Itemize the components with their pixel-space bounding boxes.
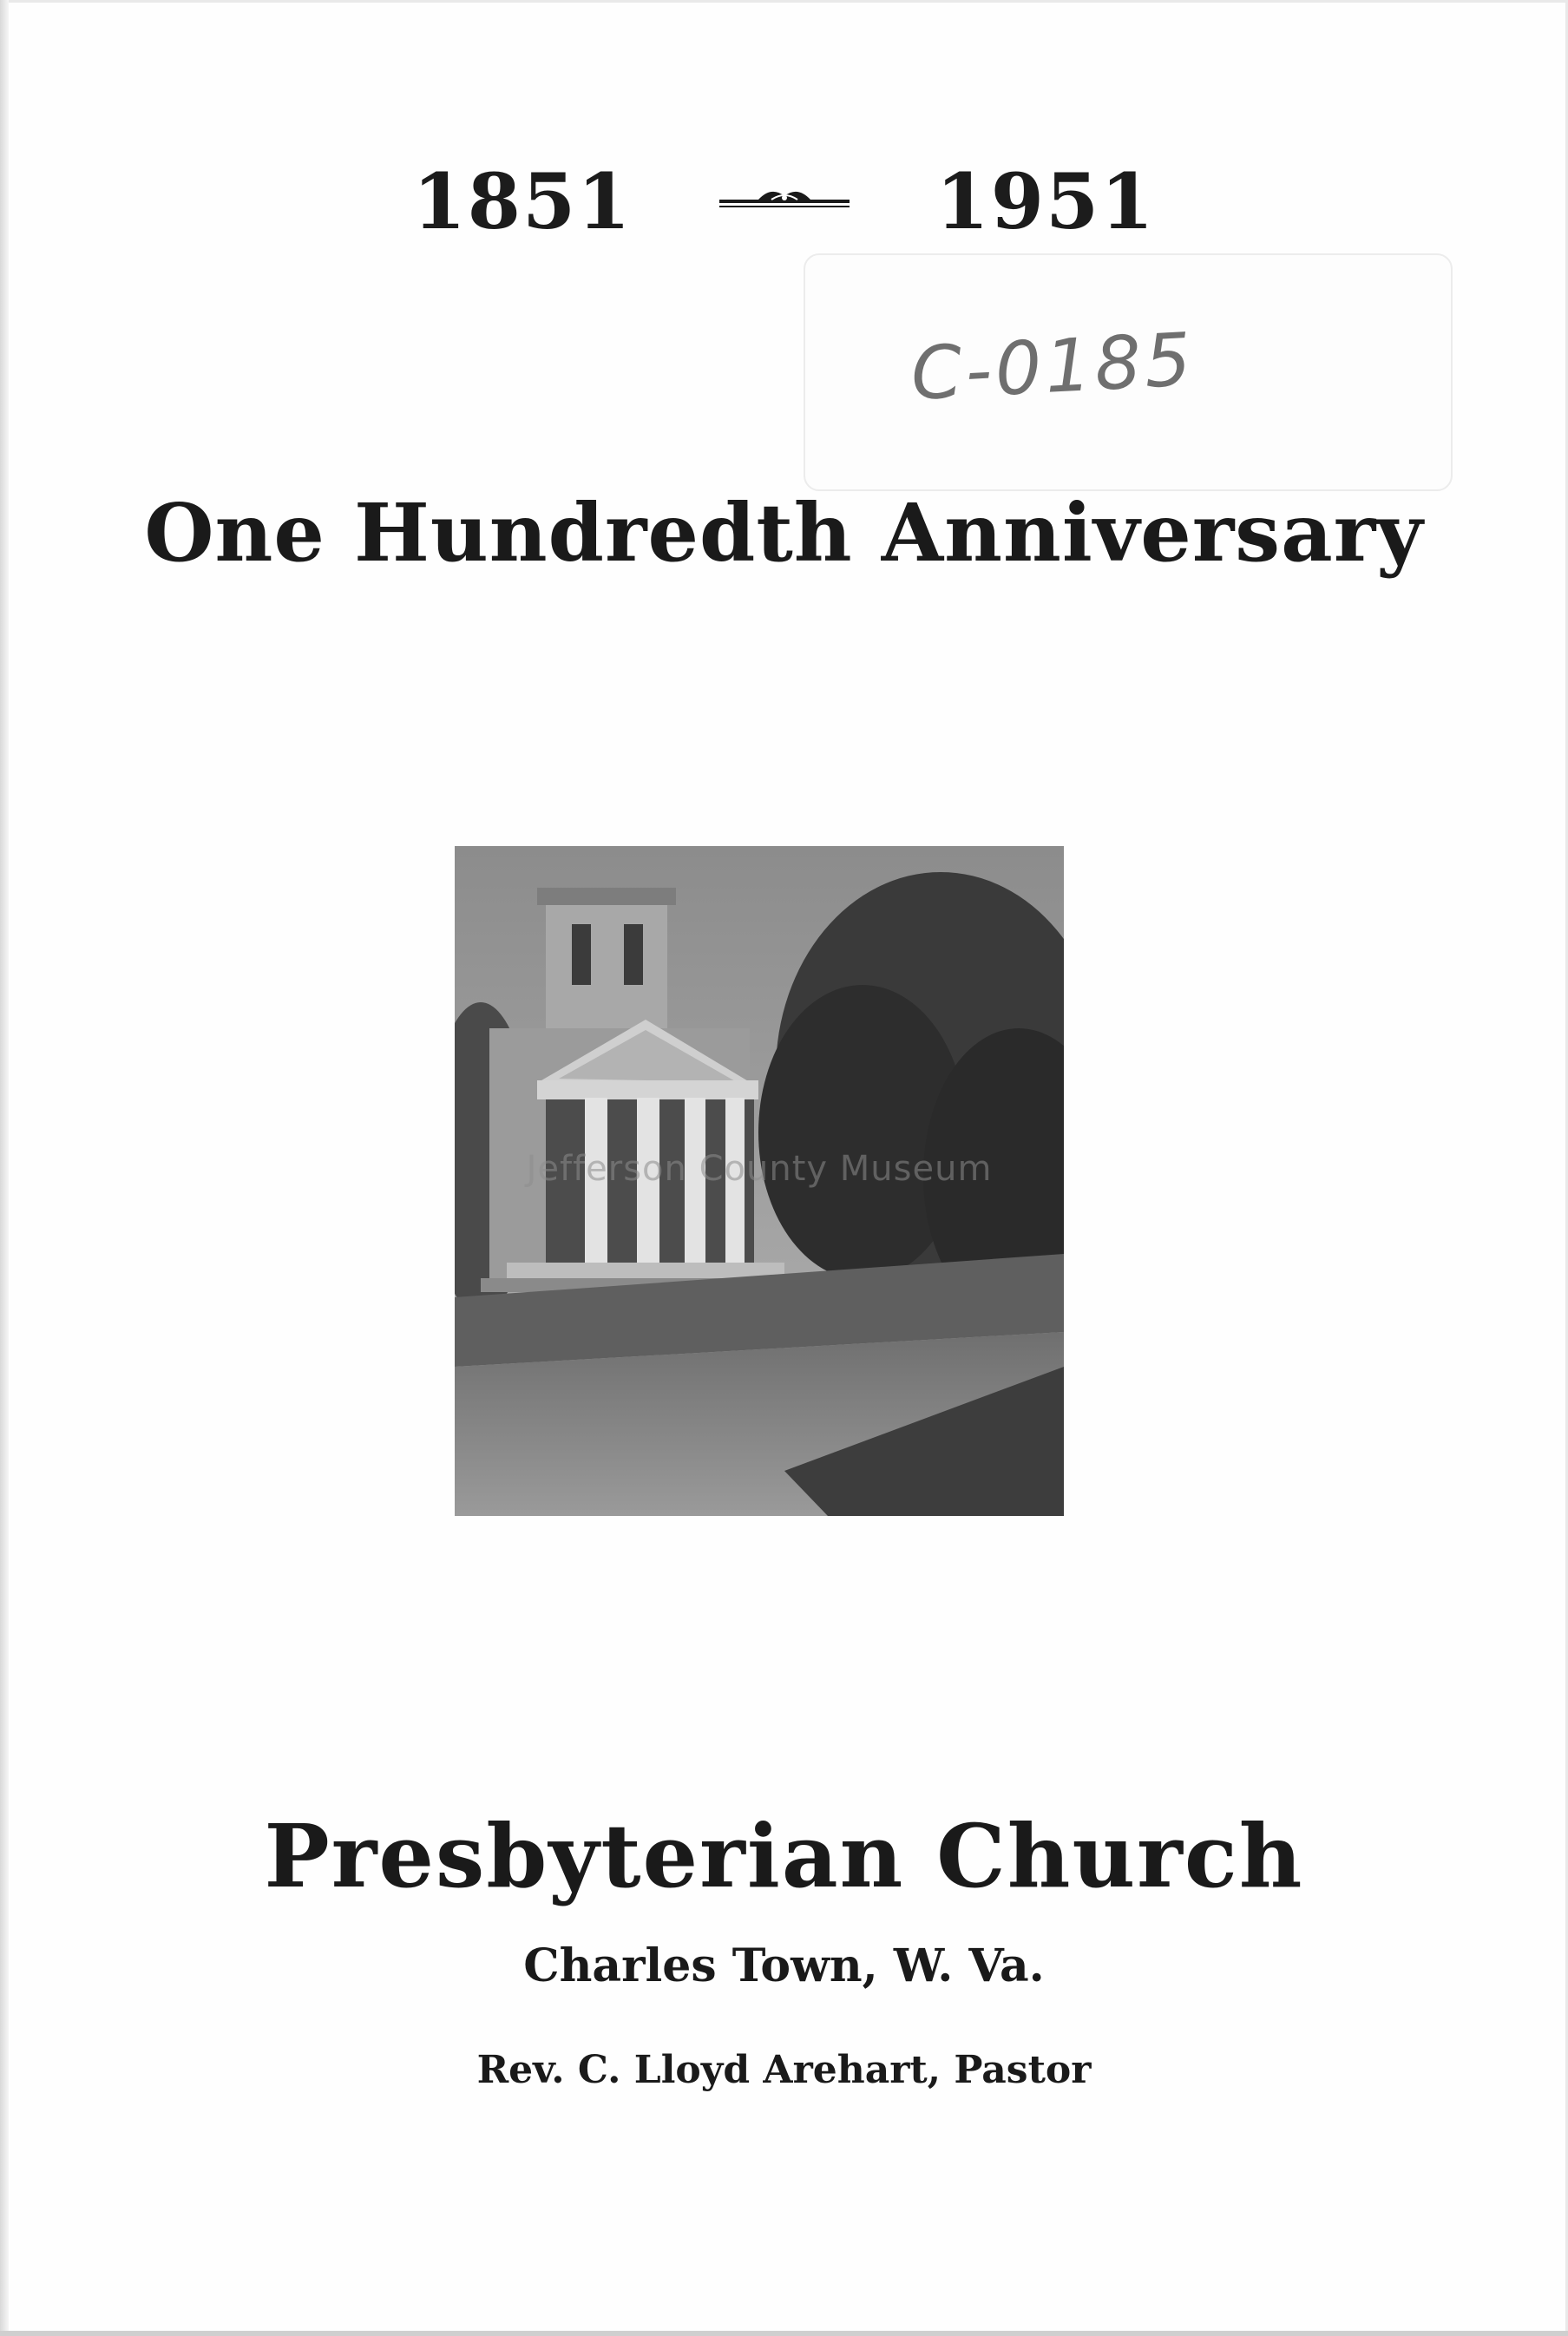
church-name: Presbyterian Church: [264, 1805, 1304, 1907]
year-start: 1851: [412, 156, 633, 246]
anniversary-title: One Hundredth Anniversary: [144, 486, 1424, 580]
catalog-label: [804, 253, 1453, 491]
church-location: Charles Town, W. Va.: [523, 1939, 1045, 1992]
museum-watermark: Jefferson County Museum: [526, 1149, 993, 1189]
pastor-name: Rev. C. Lloyd Arehart, Pastor: [476, 2048, 1092, 2092]
page-edge-bottom: [0, 2331, 1568, 2336]
year-end: 1951: [935, 156, 1156, 246]
year-range: [0, 156, 1568, 246]
church-photo: [455, 846, 1064, 1516]
scroll-ornament-icon: [719, 184, 850, 219]
catalog-number: C-0185: [909, 316, 1197, 417]
